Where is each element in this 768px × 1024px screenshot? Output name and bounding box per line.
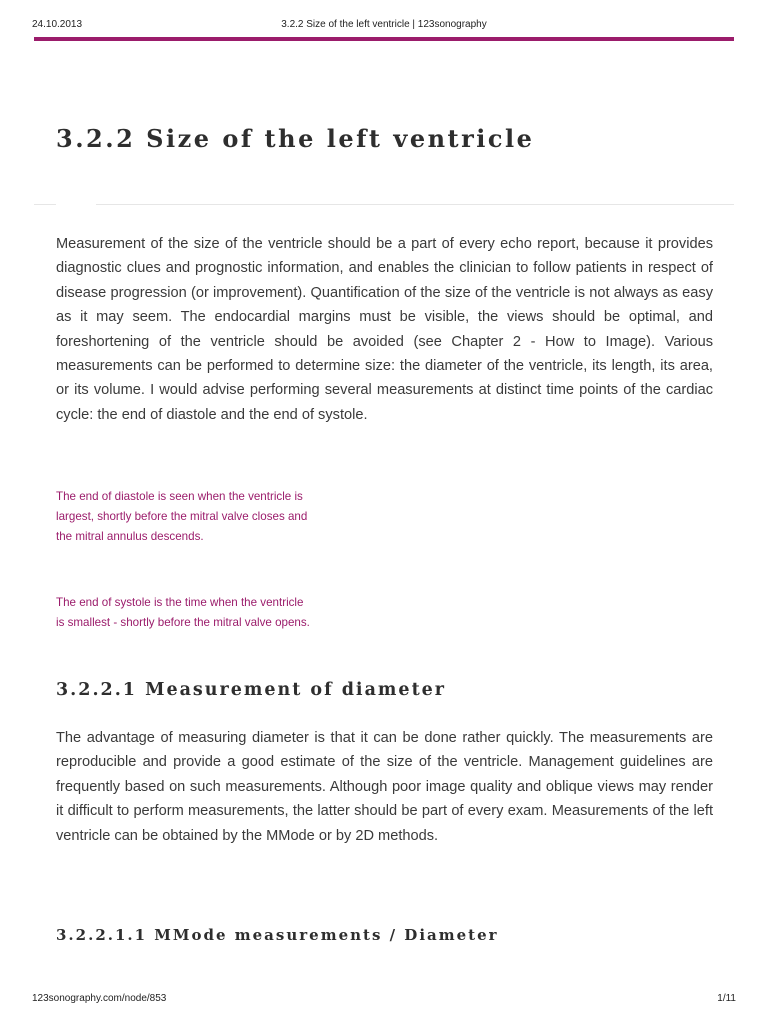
section-heading-diameter: 3.2.2.1 Measurement of diameter	[56, 680, 447, 700]
accent-bar	[34, 37, 734, 41]
print-page-title: 3.2.2 Size of the left ventricle | 123sonography	[281, 19, 487, 30]
print-url: 123sonography.com/node/853	[32, 993, 167, 1004]
page-title: 3.2.2 Size of the left ventricle	[56, 124, 535, 153]
intro-paragraph: Measurement of the size of the ventricle should be a part of every echo report, because it provides diagnostic clues and prognostic information, and enables the clinician to follow patients in respect of disease progression (or improvement). Quantification of the size of the ventricle is not always as easy as it may seem. The endocardial margins must be visible, the views should be optimal, and foreshortening of the ventricle should be avoided (see Chapter 2 - How to Image). Various measurements can be performed to determine size: the diameter of the ventricle, its length, its area, or its volume. I would advise performing several measurements at distinct time points of the cardiac cycle: the end of diastole and the end of systole.	[56, 236, 713, 423]
print-date: 24.10.2013	[32, 19, 83, 30]
note-end-systole: The end of systole is the time when the ventricle is smallest - shortly before the mitral valve opens.	[56, 596, 310, 629]
page-number: 1/11	[717, 993, 736, 1004]
subsection-heading-mmode: 3.2.2.1.1 MMode measurements / Diameter	[56, 926, 499, 944]
diameter-paragraph: The advantage of measuring diameter is that it can be done rather quickly. The measurements are reproducible and provide a good estimate of the size of the ventricle. Management guidelines are frequently based on such measurements. Although poor image quality and oblique views may render it difficult to perform measurements, the latter should be part of every exam. Measurements of the left ventricle can be obtained by the MMode or by 2D methods.	[56, 730, 713, 844]
print-header	[32, 19, 736, 33]
divider	[96, 204, 734, 205]
divider-stub	[34, 204, 56, 205]
print-footer	[32, 993, 736, 1007]
note-end-diastole: The end of diastole is seen when the ventricle is largest, shortly before the mitral valve closes and the mitral annulus descends.	[56, 490, 308, 543]
